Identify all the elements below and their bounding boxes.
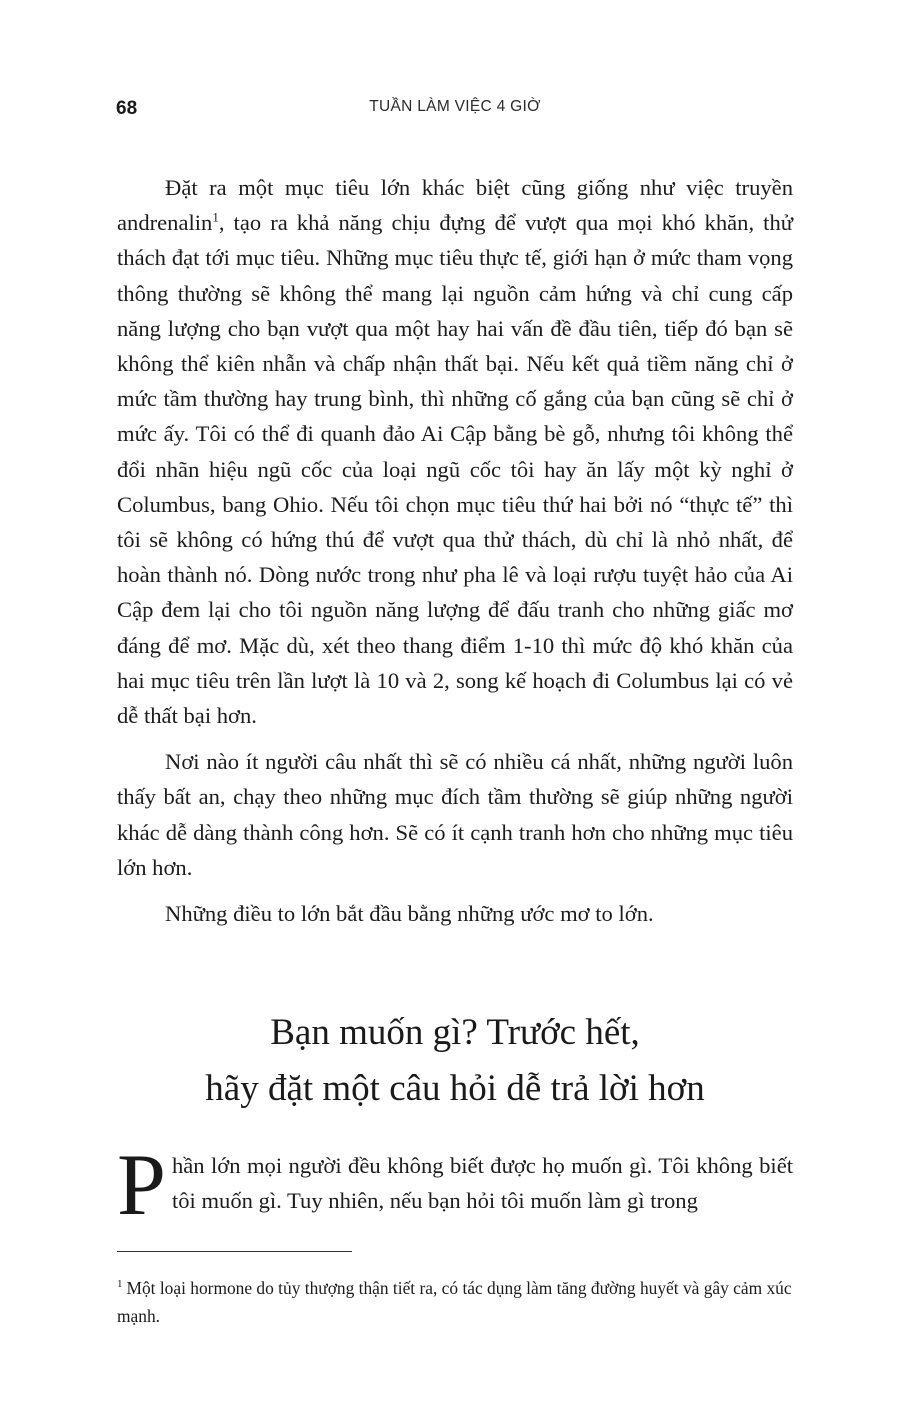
section-heading-line: hãy đặt một câu hỏi dễ trả lời hơn (205, 1068, 705, 1109)
section-opening-paragraph (117, 1137, 793, 1234)
section-heading-line: Bạn muốn gì? Trước hết, (270, 1012, 640, 1053)
paragraph-text: Đặt ra một mục tiêu lớn khác biệt cũng giống như việc truyền andrenalin (117, 175, 793, 236)
body-text (117, 170, 793, 942)
footnote-text: Một loại hormone do tủy thượng thận tiết ra, có tác dụng làm tăng đường huyết và gây cảm xúc mạnh. (117, 1278, 792, 1326)
footnote-reference: 1 (212, 209, 219, 225)
paragraph: Nơi nào ít người câu nhất thì sẽ có nhiều cá nhất, những người luôn thấy bất an, chạy theo những mục đích tầm thường sẽ giúp những người khác dễ dàng thành công hơn. Sẽ có ít cạnh tranh hơn cho những mục tiêu lớn hơn. (117, 749, 793, 880)
page-number: 68 (116, 98, 138, 119)
footnote-divider (117, 1251, 352, 1252)
paragraph: Những điều to lớn bắt đầu bằng những ước mơ to lớn. (165, 901, 654, 927)
drop-cap: P (117, 1137, 166, 1234)
opening-text: hần lớn mọi người đều không biết được họ muốn gì. Tôi không biết tôi muốn gì. Tuy nhiên, nếu bạn hỏi tôi muốn làm gì trong (171, 1153, 793, 1214)
running-title: TUẦN LÀM VIỆC 4 GIỜ (369, 98, 541, 115)
paragraph-text: , tạo ra khả năng chịu đựng để vượt qua mọi khó khăn, thử thách đạt tới mục tiêu. Những mục tiêu thực tế, giới hạn ở mức tham vọng thông thường sẽ không thể mang lại nguồn cảm hứng và chỉ cung cấp năng lượng cho bạn vượt qua một hay hai vấn đề đầu tiên, tiếp đó bạn sẽ không thể kiên nhẫn và chấp nhận thất bại. Nếu kết quả tiềm năng chỉ ở mức tầm thường hay trung bình, thì những cố gắng của bạn cũng sẽ chỉ ở mức ấy. Tôi có thể đi quanh đảo Ai Cập bằng bè gỗ, nhưng tôi không thể đổi nhãn hiệu ngũ cốc của loại ngũ cốc tôi hay ăn lấy một kỳ nghỉ ở Columbus, bang Ohio. Nếu tôi chọn mục tiêu thứ hai bởi nó “thực tế” thì tôi sẽ không có hứng thú để vượt qua thử thách, dù chỉ là nhỏ nhất, để hoàn thành nó. Dòng nước trong như pha lê và loại rượu tuyệt hảo của Ai Cập đem lại cho tôi nguồn năng lượng để đấu tranh cho những giấc mơ đáng để mơ. Mặc dù, xét theo thang điểm 1-10 thì mức độ khó khăn của hai mục tiêu trên lần lượt là 10 và 2, song kế hoạch đi Columbus lại có vẻ dễ thất bại hơn. (117, 210, 793, 729)
paragraph (117, 170, 793, 733)
footnote (117, 1274, 797, 1330)
footnote-marker: 1 (117, 1278, 123, 1291)
page-header (0, 96, 910, 126)
section-heading (0, 1005, 910, 1117)
